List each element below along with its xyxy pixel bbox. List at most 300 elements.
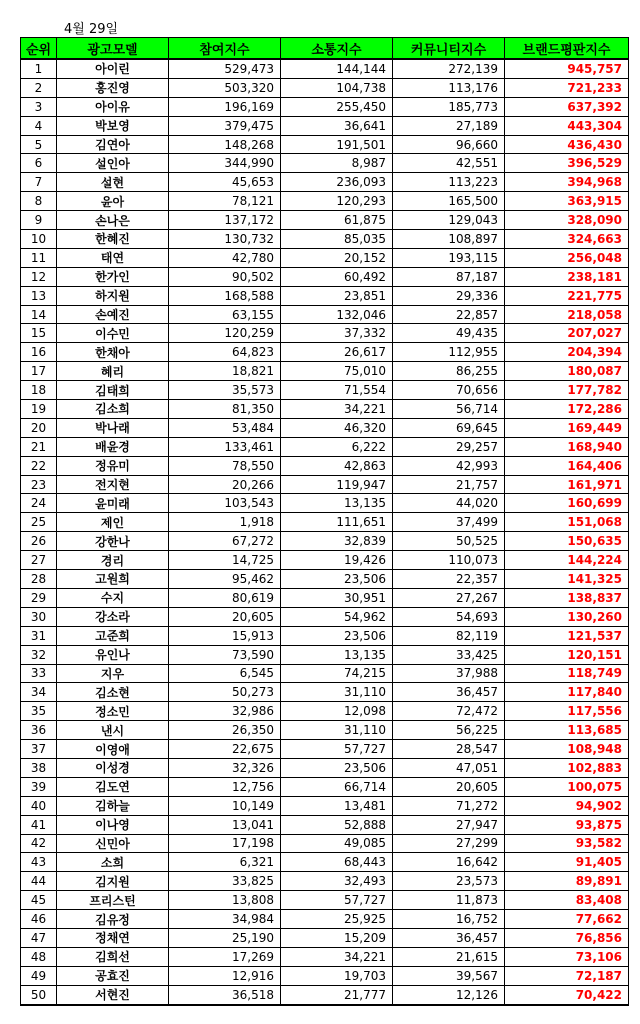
table-row bbox=[21, 513, 629, 532]
community-cell: 16,642 bbox=[393, 853, 505, 872]
community-cell: 23,573 bbox=[393, 872, 505, 891]
rank-cell: 11 bbox=[21, 248, 57, 267]
table-row bbox=[21, 815, 629, 834]
brand-reputation-cell: 102,883 bbox=[505, 758, 629, 777]
table-row bbox=[21, 947, 629, 966]
model-name-cell: 서현진 bbox=[57, 985, 169, 1004]
participation-cell: 45,653 bbox=[169, 173, 281, 192]
table-row bbox=[21, 192, 629, 211]
brand-reputation-cell: 328,090 bbox=[505, 211, 629, 230]
community-cell: 71,272 bbox=[393, 796, 505, 815]
participation-cell: 20,605 bbox=[169, 607, 281, 626]
model-name-cell: 손예진 bbox=[57, 305, 169, 324]
community-cell: 70,656 bbox=[393, 381, 505, 400]
table-row bbox=[21, 59, 629, 78]
rank-cell: 5 bbox=[21, 135, 57, 154]
participation-cell: 67,272 bbox=[169, 532, 281, 551]
communication-cell: 15,209 bbox=[281, 928, 393, 947]
model-name-cell: 하지원 bbox=[57, 286, 169, 305]
rank-cell: 23 bbox=[21, 475, 57, 494]
rank-cell: 48 bbox=[21, 947, 57, 966]
rank-cell: 2 bbox=[21, 78, 57, 97]
brand-reputation-cell: 89,891 bbox=[505, 872, 629, 891]
brand-reputation-cell: 160,699 bbox=[505, 494, 629, 513]
brand-reputation-cell: 141,325 bbox=[505, 570, 629, 589]
community-cell: 72,472 bbox=[393, 702, 505, 721]
model-name-cell: 프리스틴 bbox=[57, 891, 169, 910]
community-cell: 129,043 bbox=[393, 211, 505, 230]
model-name-cell: 한혜진 bbox=[57, 230, 169, 249]
participation-cell: 73,590 bbox=[169, 645, 281, 664]
community-cell: 50,525 bbox=[393, 532, 505, 551]
participation-cell: 1,918 bbox=[169, 513, 281, 532]
communication-cell: 34,221 bbox=[281, 947, 393, 966]
brand-reputation-cell: 117,840 bbox=[505, 683, 629, 702]
table-row bbox=[21, 966, 629, 985]
brand-reputation-cell: 94,902 bbox=[505, 796, 629, 815]
model-name-cell: 신민아 bbox=[57, 834, 169, 853]
model-name-cell: 홍진영 bbox=[57, 78, 169, 97]
participation-cell: 13,041 bbox=[169, 815, 281, 834]
participation-cell: 64,823 bbox=[169, 343, 281, 362]
communication-cell: 144,144 bbox=[281, 59, 393, 78]
communication-cell: 68,443 bbox=[281, 853, 393, 872]
rank-cell: 8 bbox=[21, 192, 57, 211]
brand-reputation-cell: 151,068 bbox=[505, 513, 629, 532]
community-cell: 49,435 bbox=[393, 324, 505, 343]
model-name-cell: 강소라 bbox=[57, 607, 169, 626]
communication-cell: 23,506 bbox=[281, 570, 393, 589]
brand-reputation-cell: 218,058 bbox=[505, 305, 629, 324]
communication-cell: 20,152 bbox=[281, 248, 393, 267]
rank-cell: 26 bbox=[21, 532, 57, 551]
table-row bbox=[21, 78, 629, 97]
community-cell: 22,857 bbox=[393, 305, 505, 324]
participation-cell: 34,984 bbox=[169, 910, 281, 929]
community-cell: 44,020 bbox=[393, 494, 505, 513]
rank-cell: 21 bbox=[21, 437, 57, 456]
rank-cell: 1 bbox=[21, 59, 57, 78]
table-row bbox=[21, 796, 629, 815]
model-name-cell: 지우 bbox=[57, 664, 169, 683]
table-row bbox=[21, 758, 629, 777]
community-cell: 37,988 bbox=[393, 664, 505, 683]
communication-cell: 13,135 bbox=[281, 645, 393, 664]
model-name-cell: 윤미래 bbox=[57, 494, 169, 513]
table-row bbox=[21, 230, 629, 249]
rank-cell: 27 bbox=[21, 551, 57, 570]
community-cell: 42,551 bbox=[393, 154, 505, 173]
rank-cell: 45 bbox=[21, 891, 57, 910]
participation-cell: 50,273 bbox=[169, 683, 281, 702]
brand-reputation-cell: 118,749 bbox=[505, 664, 629, 683]
brand-reputation-cell: 91,405 bbox=[505, 853, 629, 872]
table-row bbox=[21, 740, 629, 759]
community-cell: 22,357 bbox=[393, 570, 505, 589]
community-cell: 112,955 bbox=[393, 343, 505, 362]
rank-cell: 19 bbox=[21, 400, 57, 419]
rank-cell: 3 bbox=[21, 97, 57, 116]
brand-reputation-cell: 93,582 bbox=[505, 834, 629, 853]
communication-cell: 13,481 bbox=[281, 796, 393, 815]
communication-cell: 236,093 bbox=[281, 173, 393, 192]
rank-cell: 17 bbox=[21, 362, 57, 381]
community-cell: 56,225 bbox=[393, 721, 505, 740]
community-cell: 29,257 bbox=[393, 437, 505, 456]
header-model: 광고모델 bbox=[57, 38, 169, 60]
rank-cell: 15 bbox=[21, 324, 57, 343]
communication-cell: 46,320 bbox=[281, 418, 393, 437]
communication-cell: 6,222 bbox=[281, 437, 393, 456]
rank-cell: 47 bbox=[21, 928, 57, 947]
brand-reputation-cell: 117,556 bbox=[505, 702, 629, 721]
brand-reputation-cell: 130,260 bbox=[505, 607, 629, 626]
brand-reputation-cell: 637,392 bbox=[505, 97, 629, 116]
community-cell: 47,051 bbox=[393, 758, 505, 777]
table-row bbox=[21, 97, 629, 116]
header-row bbox=[21, 38, 629, 60]
community-cell: 42,993 bbox=[393, 456, 505, 475]
communication-cell: 23,506 bbox=[281, 758, 393, 777]
brand-reputation-cell: 443,304 bbox=[505, 116, 629, 135]
model-name-cell: 정소민 bbox=[57, 702, 169, 721]
table-row bbox=[21, 305, 629, 324]
participation-cell: 78,550 bbox=[169, 456, 281, 475]
model-name-cell: 이나영 bbox=[57, 815, 169, 834]
model-name-cell: 한가인 bbox=[57, 267, 169, 286]
rank-cell: 34 bbox=[21, 683, 57, 702]
brand-reputation-cell: 169,449 bbox=[505, 418, 629, 437]
communication-cell: 26,617 bbox=[281, 343, 393, 362]
participation-cell: 78,121 bbox=[169, 192, 281, 211]
brand-reputation-cell: 256,048 bbox=[505, 248, 629, 267]
community-cell: 39,567 bbox=[393, 966, 505, 985]
community-cell: 113,223 bbox=[393, 173, 505, 192]
rank-cell: 32 bbox=[21, 645, 57, 664]
participation-cell: 12,756 bbox=[169, 777, 281, 796]
table-row bbox=[21, 626, 629, 645]
communication-cell: 119,947 bbox=[281, 475, 393, 494]
table-row bbox=[21, 891, 629, 910]
participation-cell: 20,266 bbox=[169, 475, 281, 494]
participation-cell: 14,725 bbox=[169, 551, 281, 570]
table-row bbox=[21, 570, 629, 589]
participation-cell: 13,808 bbox=[169, 891, 281, 910]
communication-cell: 54,962 bbox=[281, 607, 393, 626]
rank-cell: 35 bbox=[21, 702, 57, 721]
model-name-cell: 혜리 bbox=[57, 362, 169, 381]
model-name-cell: 유인나 bbox=[57, 645, 169, 664]
table-row bbox=[21, 683, 629, 702]
participation-cell: 168,588 bbox=[169, 286, 281, 305]
model-name-cell: 아이린 bbox=[57, 59, 169, 78]
communication-cell: 23,851 bbox=[281, 286, 393, 305]
table-row bbox=[21, 494, 629, 513]
communication-cell: 104,738 bbox=[281, 78, 393, 97]
model-name-cell: 고준희 bbox=[57, 626, 169, 645]
participation-cell: 36,518 bbox=[169, 985, 281, 1004]
community-cell: 36,457 bbox=[393, 928, 505, 947]
rank-cell: 46 bbox=[21, 910, 57, 929]
table-row bbox=[21, 154, 629, 173]
rank-cell: 42 bbox=[21, 834, 57, 853]
brand-reputation-cell: 396,529 bbox=[505, 154, 629, 173]
participation-cell: 148,268 bbox=[169, 135, 281, 154]
community-cell: 29,336 bbox=[393, 286, 505, 305]
brand-reputation-cell: 172,286 bbox=[505, 400, 629, 419]
participation-cell: 503,320 bbox=[169, 78, 281, 97]
brand-reputation-cell: 436,430 bbox=[505, 135, 629, 154]
table-row bbox=[21, 777, 629, 796]
model-name-cell: 수지 bbox=[57, 588, 169, 607]
model-name-cell: 아이유 bbox=[57, 97, 169, 116]
model-name-cell: 정채연 bbox=[57, 928, 169, 947]
rank-cell: 37 bbox=[21, 740, 57, 759]
communication-cell: 19,426 bbox=[281, 551, 393, 570]
participation-cell: 17,198 bbox=[169, 834, 281, 853]
participation-cell: 33,825 bbox=[169, 872, 281, 891]
participation-cell: 15,913 bbox=[169, 626, 281, 645]
community-cell: 87,187 bbox=[393, 267, 505, 286]
brand-reputation-cell: 144,224 bbox=[505, 551, 629, 570]
community-cell: 96,660 bbox=[393, 135, 505, 154]
communication-cell: 30,951 bbox=[281, 588, 393, 607]
communication-cell: 120,293 bbox=[281, 192, 393, 211]
table-body bbox=[21, 59, 629, 1005]
table-row bbox=[21, 324, 629, 343]
rank-cell: 39 bbox=[21, 777, 57, 796]
communication-cell: 61,875 bbox=[281, 211, 393, 230]
table-row bbox=[21, 985, 629, 1004]
rank-cell: 40 bbox=[21, 796, 57, 815]
community-cell: 86,255 bbox=[393, 362, 505, 381]
participation-cell: 103,543 bbox=[169, 494, 281, 513]
brand-reputation-cell: 721,233 bbox=[505, 78, 629, 97]
communication-cell: 60,492 bbox=[281, 267, 393, 286]
brand-reputation-cell: 121,537 bbox=[505, 626, 629, 645]
community-cell: 27,189 bbox=[393, 116, 505, 135]
participation-cell: 379,475 bbox=[169, 116, 281, 135]
communication-cell: 23,506 bbox=[281, 626, 393, 645]
brand-reputation-cell: 108,948 bbox=[505, 740, 629, 759]
participation-cell: 130,732 bbox=[169, 230, 281, 249]
table-row bbox=[21, 248, 629, 267]
model-name-cell: 설현 bbox=[57, 173, 169, 192]
communication-cell: 71,554 bbox=[281, 381, 393, 400]
participation-cell: 137,172 bbox=[169, 211, 281, 230]
header-community: 커뮤니티지수 bbox=[393, 38, 505, 60]
rank-cell: 33 bbox=[21, 664, 57, 683]
brand-reputation-cell: 150,635 bbox=[505, 532, 629, 551]
table-row bbox=[21, 532, 629, 551]
model-name-cell: 한채아 bbox=[57, 343, 169, 362]
communication-cell: 49,085 bbox=[281, 834, 393, 853]
communication-cell: 42,863 bbox=[281, 456, 393, 475]
community-cell: 56,714 bbox=[393, 400, 505, 419]
rank-cell: 29 bbox=[21, 588, 57, 607]
model-name-cell: 김희선 bbox=[57, 947, 169, 966]
rank-cell: 36 bbox=[21, 721, 57, 740]
table-row bbox=[21, 437, 629, 456]
brand-reputation-cell: 76,856 bbox=[505, 928, 629, 947]
header-communication: 소통지수 bbox=[281, 38, 393, 60]
model-name-cell: 김소희 bbox=[57, 400, 169, 419]
community-cell: 37,499 bbox=[393, 513, 505, 532]
model-name-cell: 윤아 bbox=[57, 192, 169, 211]
participation-cell: 6,545 bbox=[169, 664, 281, 683]
communication-cell: 12,098 bbox=[281, 702, 393, 721]
table-row bbox=[21, 343, 629, 362]
table-row bbox=[21, 456, 629, 475]
table-row bbox=[21, 173, 629, 192]
rank-cell: 28 bbox=[21, 570, 57, 589]
brand-reputation-cell: 93,875 bbox=[505, 815, 629, 834]
communication-cell: 31,110 bbox=[281, 683, 393, 702]
rank-cell: 6 bbox=[21, 154, 57, 173]
participation-cell: 32,326 bbox=[169, 758, 281, 777]
model-name-cell: 이성경 bbox=[57, 758, 169, 777]
model-name-cell: 소희 bbox=[57, 853, 169, 872]
participation-cell: 12,916 bbox=[169, 966, 281, 985]
model-name-cell: 고원희 bbox=[57, 570, 169, 589]
model-name-cell: 제인 bbox=[57, 513, 169, 532]
brand-reputation-cell: 83,408 bbox=[505, 891, 629, 910]
communication-cell: 57,727 bbox=[281, 891, 393, 910]
participation-cell: 42,780 bbox=[169, 248, 281, 267]
table-row bbox=[21, 551, 629, 570]
model-name-cell: 김소현 bbox=[57, 683, 169, 702]
participation-cell: 529,473 bbox=[169, 59, 281, 78]
table-row bbox=[21, 211, 629, 230]
communication-cell: 8,987 bbox=[281, 154, 393, 173]
participation-cell: 81,350 bbox=[169, 400, 281, 419]
community-cell: 20,605 bbox=[393, 777, 505, 796]
participation-cell: 120,259 bbox=[169, 324, 281, 343]
brand-reputation-cell: 164,406 bbox=[505, 456, 629, 475]
community-cell: 54,693 bbox=[393, 607, 505, 626]
header-rank: 순위 bbox=[21, 38, 57, 60]
participation-cell: 196,169 bbox=[169, 97, 281, 116]
communication-cell: 52,888 bbox=[281, 815, 393, 834]
model-name-cell: 설인아 bbox=[57, 154, 169, 173]
rank-cell: 4 bbox=[21, 116, 57, 135]
communication-cell: 57,727 bbox=[281, 740, 393, 759]
community-cell: 36,457 bbox=[393, 683, 505, 702]
rank-cell: 31 bbox=[21, 626, 57, 645]
table-row bbox=[21, 267, 629, 286]
communication-cell: 21,777 bbox=[281, 985, 393, 1004]
communication-cell: 34,221 bbox=[281, 400, 393, 419]
community-cell: 33,425 bbox=[393, 645, 505, 664]
table-row bbox=[21, 418, 629, 437]
table-row bbox=[21, 135, 629, 154]
rank-cell: 7 bbox=[21, 173, 57, 192]
brand-reputation-cell: 238,181 bbox=[505, 267, 629, 286]
table-row bbox=[21, 286, 629, 305]
model-name-cell: 박나래 bbox=[57, 418, 169, 437]
participation-cell: 95,462 bbox=[169, 570, 281, 589]
communication-cell: 31,110 bbox=[281, 721, 393, 740]
rank-cell: 50 bbox=[21, 985, 57, 1004]
community-cell: 193,115 bbox=[393, 248, 505, 267]
rank-cell: 9 bbox=[21, 211, 57, 230]
header-brand-reputation: 브랜드평판지수 bbox=[505, 38, 629, 60]
participation-cell: 10,149 bbox=[169, 796, 281, 815]
rank-cell: 30 bbox=[21, 607, 57, 626]
communication-cell: 66,714 bbox=[281, 777, 393, 796]
brand-reputation-cell: 180,087 bbox=[505, 362, 629, 381]
model-name-cell: 김지원 bbox=[57, 872, 169, 891]
table-row bbox=[21, 853, 629, 872]
rank-cell: 14 bbox=[21, 305, 57, 324]
communication-cell: 191,501 bbox=[281, 135, 393, 154]
rank-cell: 44 bbox=[21, 872, 57, 891]
rank-cell: 12 bbox=[21, 267, 57, 286]
brand-reputation-cell: 168,940 bbox=[505, 437, 629, 456]
table-row bbox=[21, 116, 629, 135]
rank-cell: 20 bbox=[21, 418, 57, 437]
community-cell: 165,500 bbox=[393, 192, 505, 211]
model-name-cell: 배윤경 bbox=[57, 437, 169, 456]
table-row bbox=[21, 400, 629, 419]
table-row bbox=[21, 910, 629, 929]
community-cell: 113,176 bbox=[393, 78, 505, 97]
participation-cell: 133,461 bbox=[169, 437, 281, 456]
model-name-cell: 정유미 bbox=[57, 456, 169, 475]
participation-cell: 90,502 bbox=[169, 267, 281, 286]
brand-reputation-cell: 161,971 bbox=[505, 475, 629, 494]
brand-reputation-cell: 113,685 bbox=[505, 721, 629, 740]
community-cell: 185,773 bbox=[393, 97, 505, 116]
community-cell: 27,267 bbox=[393, 588, 505, 607]
model-name-cell: 전지현 bbox=[57, 475, 169, 494]
rank-cell: 43 bbox=[21, 853, 57, 872]
rank-cell: 10 bbox=[21, 230, 57, 249]
rank-cell: 49 bbox=[21, 966, 57, 985]
brand-reputation-cell: 72,187 bbox=[505, 966, 629, 985]
rank-cell: 25 bbox=[21, 513, 57, 532]
participation-cell: 63,155 bbox=[169, 305, 281, 324]
rank-cell: 18 bbox=[21, 381, 57, 400]
model-name-cell: 김하늘 bbox=[57, 796, 169, 815]
table-row bbox=[21, 607, 629, 626]
brand-reputation-cell: 221,775 bbox=[505, 286, 629, 305]
date-label: 4월 29일 bbox=[64, 22, 119, 37]
model-name-cell: 공효진 bbox=[57, 966, 169, 985]
participation-cell: 53,484 bbox=[169, 418, 281, 437]
participation-cell: 80,619 bbox=[169, 588, 281, 607]
brand-reputation-cell: 177,782 bbox=[505, 381, 629, 400]
rank-cell: 13 bbox=[21, 286, 57, 305]
community-cell: 11,873 bbox=[393, 891, 505, 910]
table-row bbox=[21, 475, 629, 494]
participation-cell: 344,990 bbox=[169, 154, 281, 173]
participation-cell: 18,821 bbox=[169, 362, 281, 381]
communication-cell: 13,135 bbox=[281, 494, 393, 513]
communication-cell: 75,010 bbox=[281, 362, 393, 381]
participation-cell: 26,350 bbox=[169, 721, 281, 740]
header-participation: 참여지수 bbox=[169, 38, 281, 60]
table-row bbox=[21, 381, 629, 400]
table-row bbox=[21, 834, 629, 853]
table-row bbox=[21, 928, 629, 947]
model-name-cell: 이영애 bbox=[57, 740, 169, 759]
communication-cell: 25,925 bbox=[281, 910, 393, 929]
table-row bbox=[21, 362, 629, 381]
model-name-cell: 낸시 bbox=[57, 721, 169, 740]
participation-cell: 17,269 bbox=[169, 947, 281, 966]
community-cell: 69,645 bbox=[393, 418, 505, 437]
